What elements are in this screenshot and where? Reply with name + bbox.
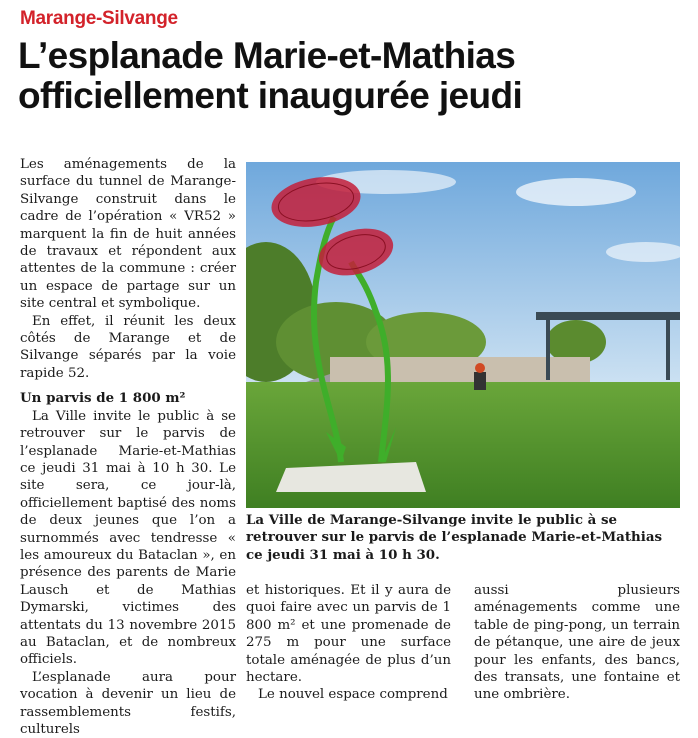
section-kicker: Marange-Silvange xyxy=(20,8,178,29)
text-column-1 xyxy=(20,156,236,738)
paragraph: La Ville invite le public à se retrouver sur le parvis de l’esplanade Marie-et-Mathias ce jeudi 31 mai à 10 h 30. Le site sera, ce jour-là, officiellement baptisé des noms de deux jeunes que l’on a surnommés avec tendresse « les amoureux du Bataclan », en présence des parents de Marie Lausch et de Mathias Dymarski, victimes des attentats du 13 novembre 2015 au Bataclan, et de nombreux officiels. xyxy=(20,408,236,668)
headline: L’esplanade Marie-et-Mathias officiellement inaugurée jeudi xyxy=(18,35,523,116)
paragraph: aussi plusieurs aménagements comme une table de ping-pong, un terrain de pétanque, une aire de jeux pour les enfants, des bancs, des transats, une fontaine et une ombrière. xyxy=(474,583,680,703)
subheading: Un parvis de 1 800 m² xyxy=(20,390,186,407)
poppy-sculpture-photo xyxy=(246,162,680,508)
text-column-3 xyxy=(474,582,680,704)
paragraph: L’esplanade aura pour vocation à devenir un lieu de rassemblements festifs, culturels xyxy=(20,669,236,737)
paragraph: Les aménagements de la surface du tunnel de Marange-Silvange construit dans le cadre de l’opération « VR52 » marquent la fin de huit années de travaux et répondent aux attentes de la commune : créer un espace de partage sur un site central et symbolique. xyxy=(20,157,236,312)
paragraph: et historiques. Et il y aura de quoi faire avec un parvis de 1 800 m² et une promenade de 275 m pour une surface totale aménagée de plus d’un hectare. xyxy=(246,583,451,686)
photo-caption: La Ville de Marange-Silvange invite le public à se retrouver sur le parvis de l’esplanade Marie-et-Mathias ce jeudi 31 mai à 10 h 30. xyxy=(246,512,663,563)
text-column-2 xyxy=(246,582,451,704)
paragraph: Le nouvel espace comprend xyxy=(258,687,448,703)
paragraph: En effet, il réunit les deux côtés de Marange et de Silvange séparés par la voie rapide 52. xyxy=(20,313,236,381)
article-photo xyxy=(246,162,680,508)
